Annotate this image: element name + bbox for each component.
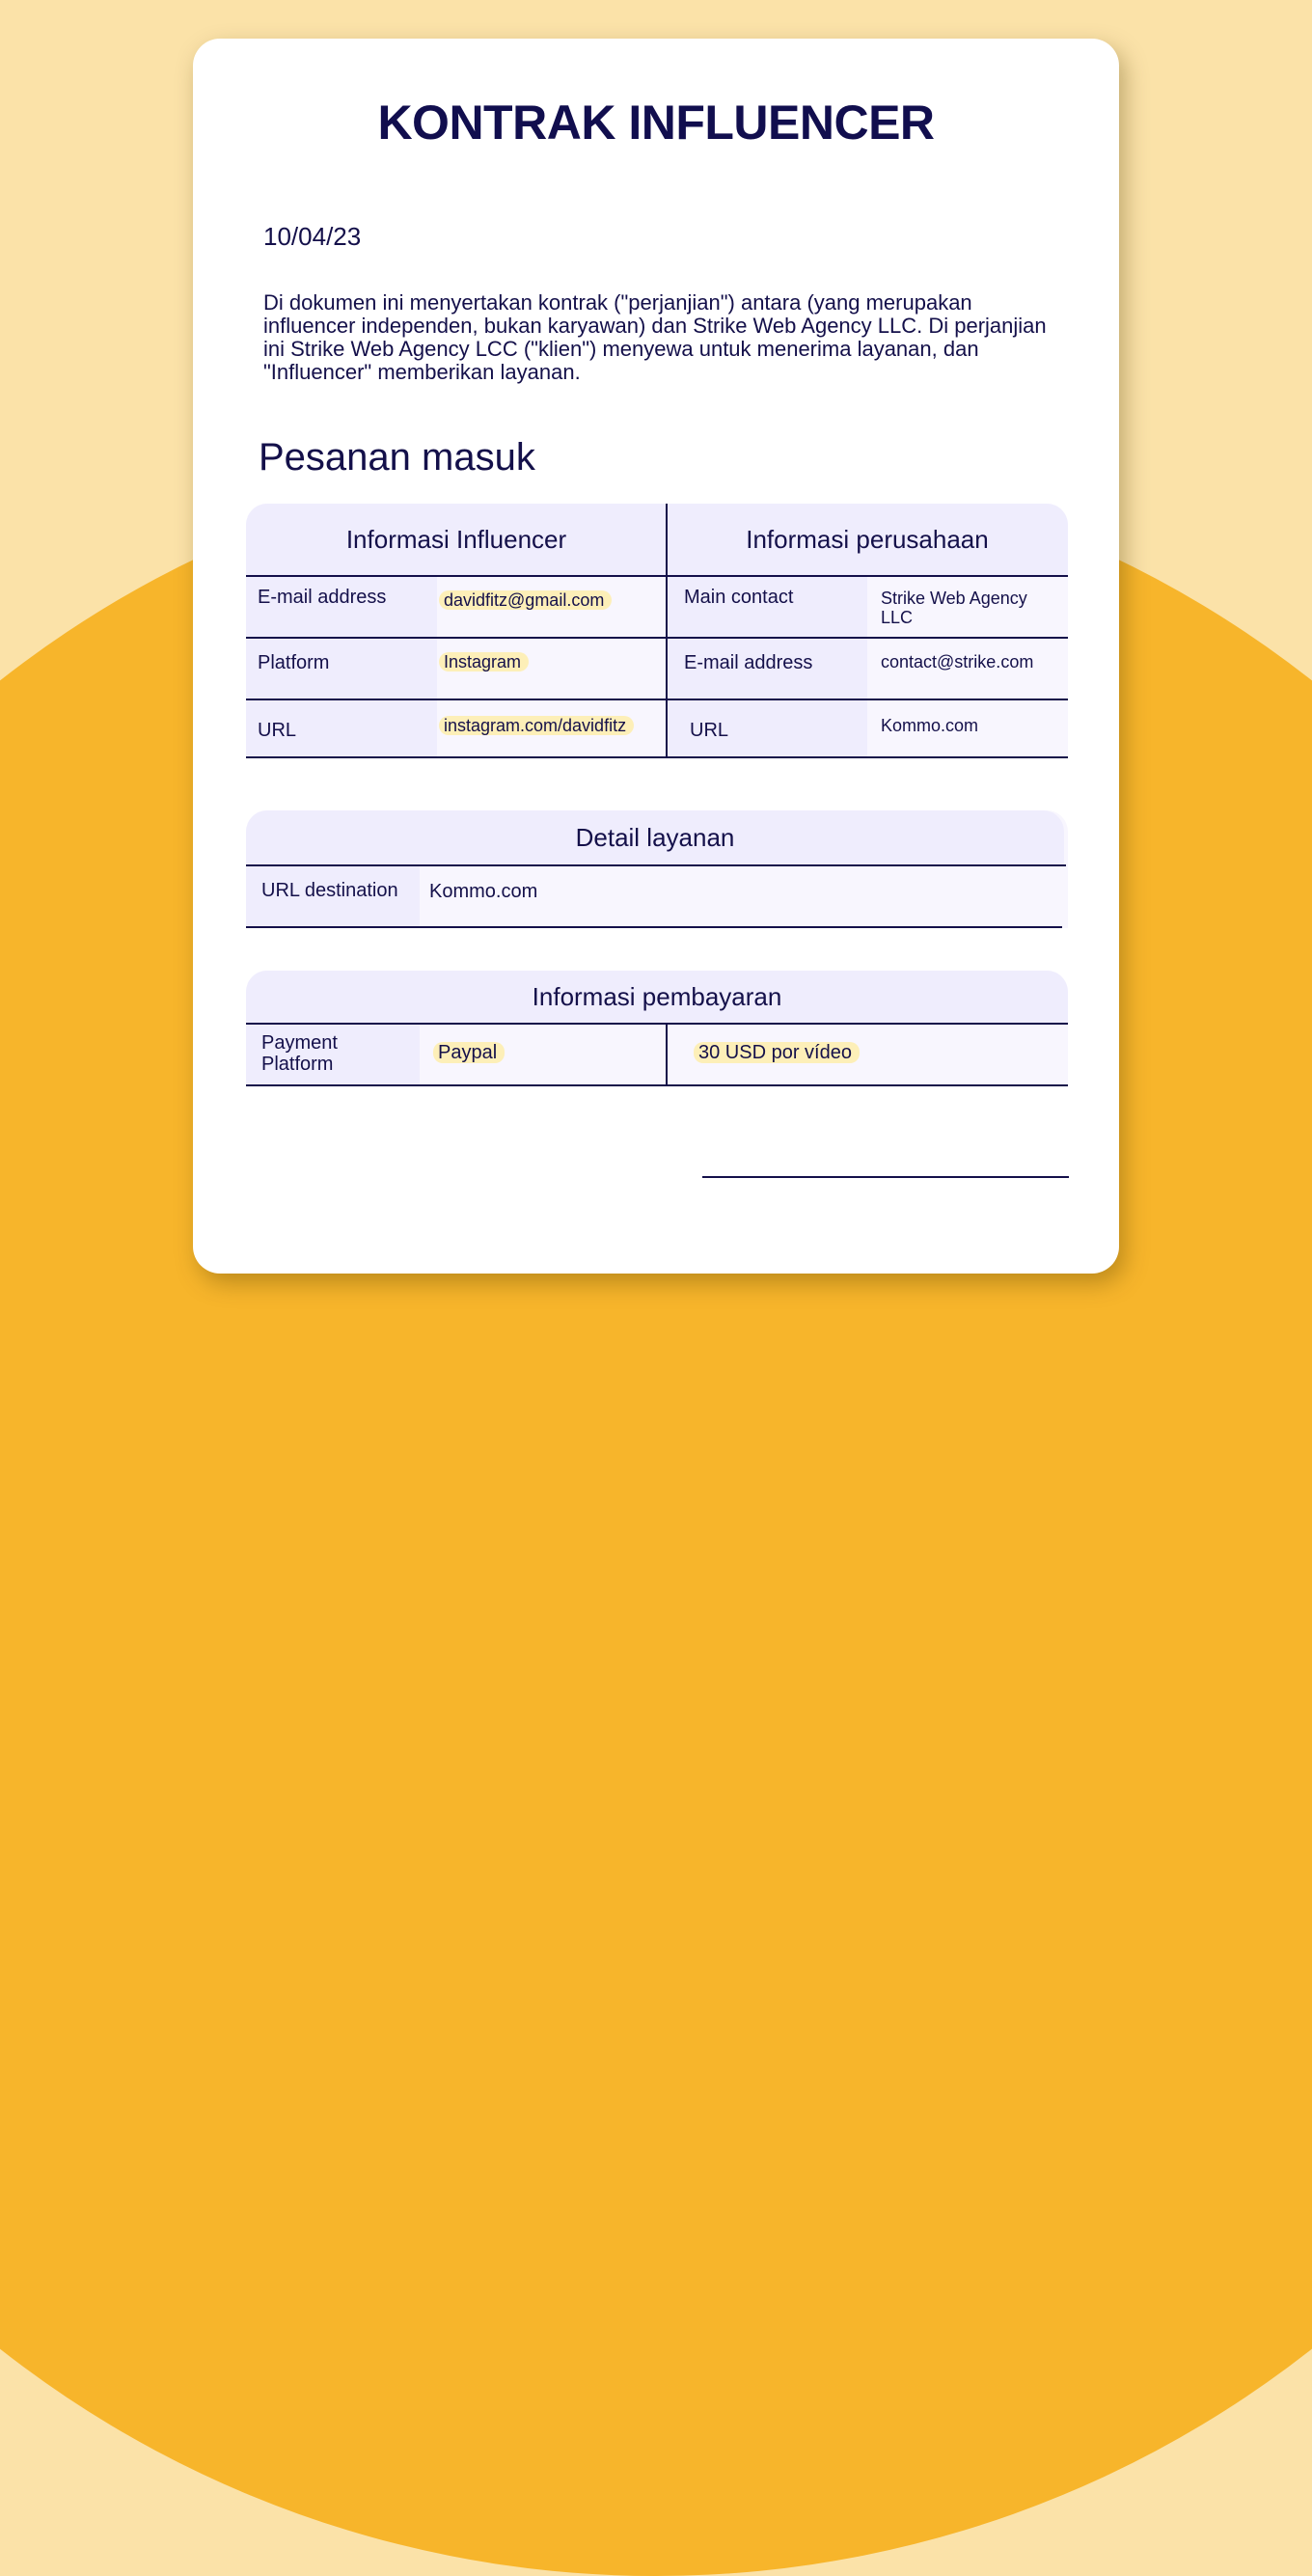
service-header: Detail layanan — [246, 810, 1064, 864]
service-table-divider — [246, 864, 1066, 866]
info-table-column-divider — [666, 504, 668, 758]
contract-document — [193, 39, 1119, 1274]
company-email-label: E-mail address — [669, 639, 867, 699]
company-url-label: URL — [669, 700, 867, 758]
section-title: Pesanan masuk — [259, 436, 535, 479]
service-table-bottom-border — [246, 926, 1062, 928]
influencer-platform-value: Instagram — [439, 652, 529, 672]
payment-header: Informasi pembayaran — [246, 971, 1068, 1023]
payment-table — [246, 971, 1068, 1086]
info-table-bottom-border — [246, 756, 1068, 758]
payment-table-divider — [246, 1023, 1068, 1025]
influencer-url-label: URL — [246, 700, 437, 758]
info-table-divider — [246, 637, 1068, 639]
payment-table-bottom-border — [246, 1084, 1068, 1086]
payment-rate-value: 30 USD por vídeo — [694, 1042, 860, 1064]
payment-platform-value: Paypal — [433, 1042, 505, 1064]
influencer-info-header: Informasi Influencer — [246, 504, 667, 575]
info-table-divider — [246, 575, 1068, 577]
payment-platform-label: Payment Platform — [246, 1025, 420, 1084]
company-email-value: contact@strike.com — [881, 652, 1034, 671]
service-url-label: URL destination — [246, 866, 420, 926]
payment-table-column-divider — [666, 1023, 668, 1086]
influencer-email-label: E-mail address — [246, 577, 437, 637]
influencer-url-value: instagram.com/davidfitz — [439, 716, 634, 736]
document-date: 10/04/23 — [263, 222, 362, 251]
signature-line — [702, 1176, 1069, 1178]
company-contact-value: Strike Web Agency LLC — [881, 589, 1027, 627]
service-table — [246, 810, 1068, 928]
influencer-email-value: davidfitz@gmail.com — [439, 590, 612, 611]
company-info-header: Informasi perusahaan — [667, 504, 1068, 575]
intro-paragraph: Di dokumen ini menyertakan kontrak ("perjanjian") antara (yang merupakan influencer independen, bukan karyawan) dan Strike Web Agency LLC. Di perjanjian ini Strike Web Agency LCC ("klien") menyewa untuk menerima layanan, dan "Influencer" memberikan layanan. — [263, 290, 1047, 384]
company-url-value: Kommo.com — [881, 716, 979, 735]
document-title: KONTRAK INFLUENCER — [377, 96, 935, 150]
info-table-divider — [246, 699, 1068, 700]
service-url-value: Kommo.com — [429, 881, 538, 902]
info-table — [246, 504, 1068, 758]
influencer-platform-label: Platform — [246, 639, 437, 699]
company-contact-label: Main contact — [669, 577, 867, 637]
